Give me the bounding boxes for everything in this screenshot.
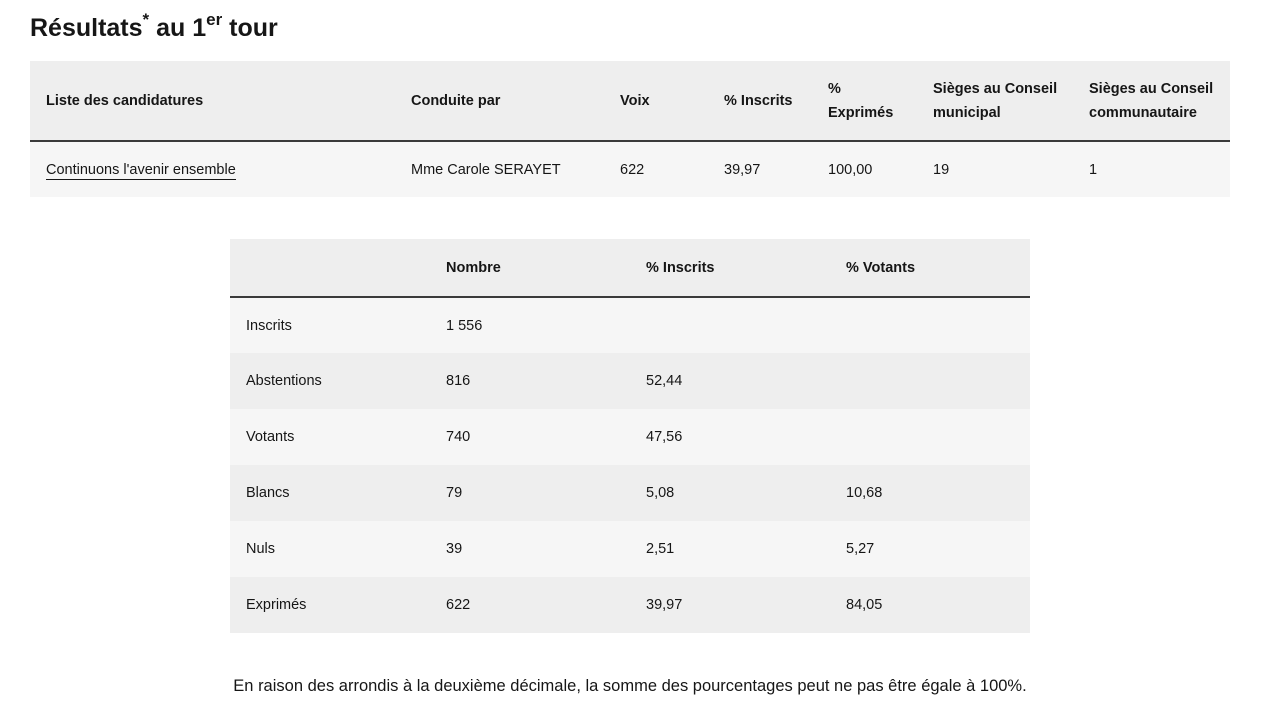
title-mid: au 1 (149, 14, 207, 42)
table-row (230, 465, 1030, 521)
nombre-cell: 816 (446, 373, 471, 389)
pct-inscrits-cell: 5,08 (646, 485, 675, 501)
pct-inscrits-cell: 52,44 (646, 373, 683, 389)
pct-exprimes-cell: 100,00 (828, 161, 873, 178)
col-header-list: Liste des candidatures (30, 61, 395, 141)
col-header-pct-votants: % Votants (830, 239, 1030, 297)
title-asterisk: * (142, 9, 150, 29)
pct-inscrits-cell: 39,97 (646, 597, 683, 613)
leader-cell: Mme Carole SERAYET (411, 161, 561, 178)
title-ordinal-suffix: er (206, 9, 223, 29)
row-label: Nuls (246, 541, 276, 557)
col-header-sieges-communautaire: Sièges au Conseil communautaire (1073, 61, 1230, 141)
sieges-communautaire-cell: 1 (1089, 161, 1098, 178)
col-header-pct-inscrits: % Inscrits (630, 239, 830, 297)
col-header-leader: Conduite par (395, 61, 604, 141)
col-header-nombre: Nombre (430, 239, 630, 297)
nombre-cell: 1 556 (446, 317, 483, 334)
sieges-municipal-cell: 19 (933, 161, 950, 178)
pct-inscrits-cell: 39,97 (724, 161, 761, 178)
pct-votants-cell: 5,27 (846, 541, 875, 557)
candidates-results-table (30, 61, 1230, 197)
table-row (230, 577, 1030, 633)
pct-votants-cell (830, 297, 1030, 353)
voix-cell: 622 (620, 161, 645, 178)
col-header-voix: Voix (604, 61, 708, 141)
table-row (30, 141, 1230, 197)
col-header-pct-exprimes: % Exprimés (812, 61, 917, 141)
nombre-cell: 39 (446, 541, 463, 557)
candidate-list-link[interactable]: Continuons l'avenir ensemble (46, 161, 236, 178)
row-label: Exprimés (246, 597, 307, 613)
table-row (230, 521, 1030, 577)
nombre-cell: 79 (446, 485, 463, 501)
row-label: Votants (246, 429, 295, 445)
rounding-footnote: En raison des arrondis à la deuxième décimale, la somme des pourcentages peut ne pas être égale à 100%. (233, 677, 1027, 695)
pct-inscrits-cell (630, 297, 830, 353)
results-header-row (30, 61, 1230, 141)
col-header-label (230, 239, 430, 297)
participation-stats-table (230, 239, 1030, 633)
pct-votants-cell: 10,68 (846, 485, 883, 501)
title-end: tour (222, 14, 278, 42)
table-row (230, 353, 1030, 409)
pct-inscrits-cell: 2,51 (646, 541, 675, 557)
title-main: Résultats (30, 14, 143, 42)
row-label: Abstentions (246, 373, 322, 389)
nombre-cell: 622 (446, 597, 471, 613)
pct-votants-cell (830, 353, 1030, 409)
row-label: Blancs (246, 485, 290, 501)
nombre-cell: 740 (446, 429, 471, 445)
table-row (230, 409, 1030, 465)
pct-votants-cell (830, 409, 1030, 465)
col-header-sieges-municipal: Sièges au Conseil municipal (917, 61, 1073, 141)
col-header-pct-inscrits: % Inscrits (708, 61, 812, 141)
pct-inscrits-cell: 47,56 (646, 429, 683, 445)
table-row (230, 297, 1030, 353)
page-title (30, 10, 278, 46)
pct-votants-cell: 84,05 (846, 597, 883, 613)
row-label: Inscrits (246, 317, 292, 334)
list-cell (30, 141, 395, 197)
stats-header-row (230, 239, 1030, 297)
